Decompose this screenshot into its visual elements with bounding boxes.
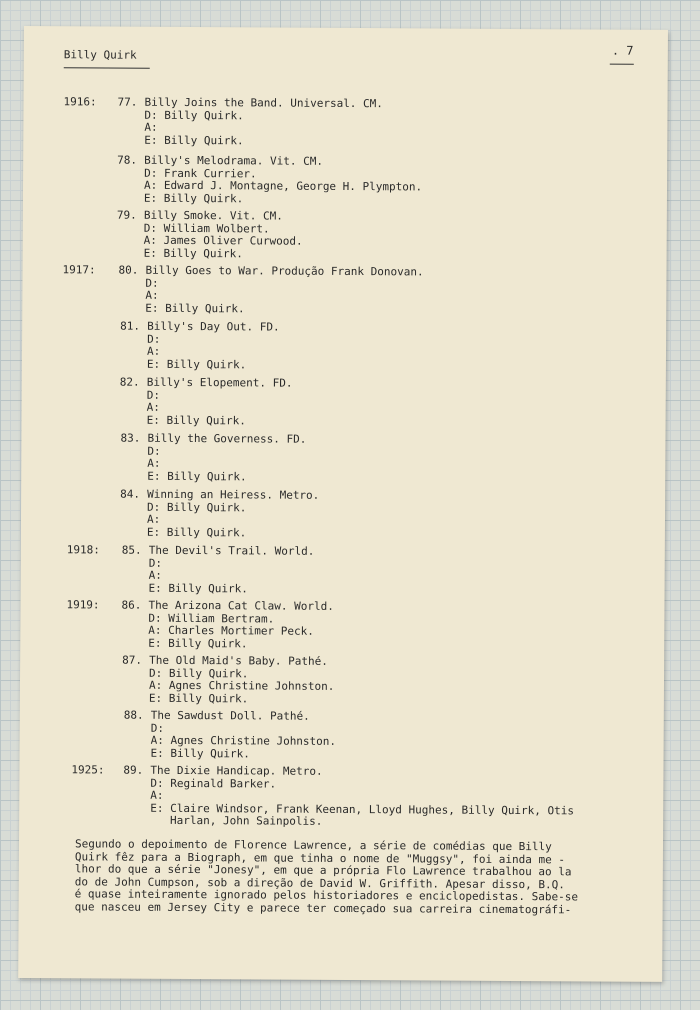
note-line: que nasceu em Jersey City e parece ter começado sua carreira cinematográfi- xyxy=(74,899,572,916)
credit-line: A: xyxy=(147,456,161,470)
note-line: Quirk fêz para a Biograph, em que tinha o nome de "Muggsy", foi ainda me - xyxy=(74,849,566,866)
credit-line: A: Agnes Christine Johnston. xyxy=(150,733,337,748)
film-title: Billy Joins the Band. Universal. CM. xyxy=(144,95,383,111)
entry-year: 1919: xyxy=(66,598,100,612)
credit-line: D: Billy Quirk. xyxy=(144,108,244,122)
header-underline xyxy=(64,67,150,69)
credit-line: E: Claire Windsor, Frank Keenan, Lloyd Hughes, Billy Quirk, Otis xyxy=(150,801,575,817)
entry-number: 88. xyxy=(123,708,144,722)
filmography-list xyxy=(24,26,668,828)
film-title: Winning an Heiress. Metro. xyxy=(147,487,320,502)
credit-line: E: Billy Quirk. xyxy=(148,581,248,595)
film-title: The Old Maid's Baby. Pathé. xyxy=(149,653,328,668)
credit-line: D: xyxy=(147,444,161,458)
credit-line: A: Edward J. Montagne, George H. Plympton. xyxy=(143,178,423,194)
credit-line: A: xyxy=(146,344,161,358)
credit-line: D: xyxy=(147,332,161,346)
credit-line: A: xyxy=(146,512,161,526)
entry-number: 84. xyxy=(120,487,141,501)
header-name: Billy Quirk xyxy=(63,48,137,62)
entry-number: 78. xyxy=(117,153,138,167)
credit-line: E: Billy Quirk. xyxy=(150,746,250,760)
note-line: lhor do que a série "Jonesy", em que a própria Flo Lawrence trabalhou ao la xyxy=(74,862,572,879)
entry-number: 85. xyxy=(121,543,142,557)
credit-line: E: Billy Quirk. xyxy=(145,301,245,315)
film-title: Billy the Governess. FD. xyxy=(147,431,307,446)
credit-line: D: xyxy=(145,276,159,290)
credit-line: E: Billy Quirk. xyxy=(143,191,244,205)
credit-line: D: xyxy=(146,388,161,402)
credit-line: E: Billy Quirk. xyxy=(146,357,247,371)
entry-year: 1918: xyxy=(66,543,100,557)
film-title: The Sawdust Doll. Pathé. xyxy=(150,708,310,723)
entry-number: 86. xyxy=(121,598,142,612)
credit-line: A: xyxy=(146,400,160,414)
credit-line: E: Billy Quirk. xyxy=(148,691,249,705)
credit-line: A: xyxy=(150,788,164,802)
credit-line: D: xyxy=(150,721,165,735)
entry-number: 80. xyxy=(118,263,139,277)
credit-line: D: Billy Quirk. xyxy=(149,666,249,680)
credit-line: E: Billy Quirk. xyxy=(143,246,243,260)
film-title: Billy's Day Out. FD. xyxy=(147,319,280,334)
biographical-note xyxy=(75,838,645,916)
entry-year: 1925: xyxy=(71,763,105,777)
credit-line: D: Billy Quirk. xyxy=(147,500,247,514)
credit-line: E: Billy Quirk. xyxy=(146,525,247,539)
credit-line: E: Billy Quirk. xyxy=(147,469,247,483)
film-title: Billy's Elopement. FD. xyxy=(146,375,293,390)
film-title: Billy Goes to War. Produção Frank Donovan. xyxy=(145,263,424,279)
credit-line: E: Billy Quirk. xyxy=(146,413,246,427)
credit-line: A: xyxy=(145,288,159,302)
credit-line: A: Charles Mortimer Peck. xyxy=(148,623,314,638)
credit-line: A: xyxy=(144,120,158,134)
film-title: Billy Smoke. Vit. CM. xyxy=(143,208,283,223)
film-title: Billy's Melodrama. Vit. CM. xyxy=(144,153,324,168)
credit-line: D: Frank Currier. xyxy=(144,166,257,180)
page-number: . 7 xyxy=(611,43,634,58)
credit-line: Harlan, John Sainpolis. xyxy=(150,813,323,828)
credit-line: A: Agnes Christine Johnston. xyxy=(148,678,335,693)
typed-page xyxy=(18,26,668,982)
entry-number: 81. xyxy=(120,319,141,333)
entry-number: 77. xyxy=(117,95,138,109)
credit-line: A: James Oliver Curwood. xyxy=(143,233,303,248)
credit-line: D: Reginald Barker. xyxy=(150,776,277,791)
note-line: do de John Cumpson, sob a direção de David W. Griffith. Apesar disso, B.Q. xyxy=(74,874,565,891)
entry-number: 87. xyxy=(122,653,143,667)
entry-number: 89. xyxy=(123,763,144,777)
entry-number: 79. xyxy=(116,208,137,222)
note-line: Segundo o depoimento de Florence Lawrence, a série de comédias que Billy xyxy=(74,837,552,854)
credit-line: A: xyxy=(148,568,162,582)
film-title: The Dixie Handicap. Metro. xyxy=(150,763,323,778)
entry-number: 82. xyxy=(119,375,140,389)
entry-year: 1916: xyxy=(63,95,97,109)
film-title: The Devil's Trail. World. xyxy=(148,543,315,558)
credit-line: D: xyxy=(148,556,163,570)
page-number-underline xyxy=(610,64,634,65)
film-title: The Arizona Cat Claw. World. xyxy=(148,598,334,613)
credit-line: D: William Bertram. xyxy=(148,611,275,626)
credit-line: E: Billy Quirk. xyxy=(144,133,244,147)
credit-line: E: Billy Quirk. xyxy=(148,636,248,650)
credit-line: D: William Wolbert. xyxy=(143,221,270,236)
entry-year: 1917: xyxy=(62,263,96,277)
note-line: é quase inteiramente ignorado pelos historiadores e enciclopedistas. Sabe-se xyxy=(74,887,579,904)
entry-number: 83. xyxy=(120,431,141,445)
